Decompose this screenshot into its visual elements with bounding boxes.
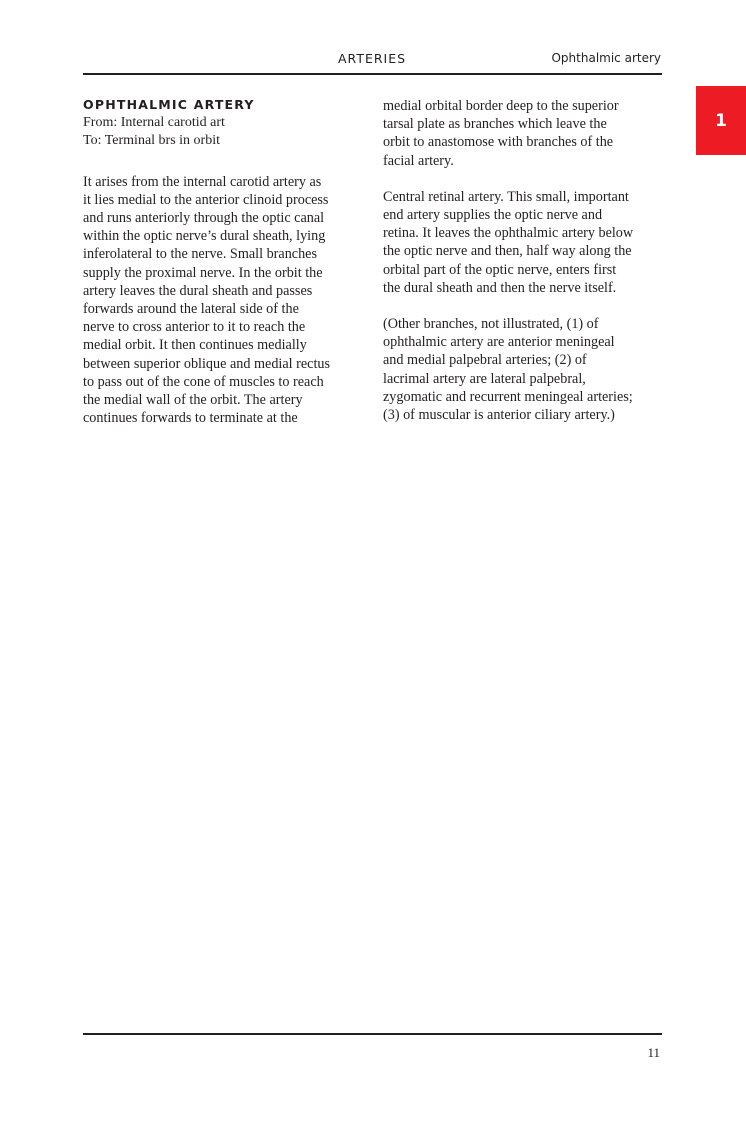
text-line: Central retinal artery. This small, important	[383, 188, 629, 205]
text-line: it lies medial to the anterior clinoid process	[83, 191, 329, 208]
text-line: the dural sheath and then the nerve itself.	[383, 279, 617, 296]
text-line: forwards around the lateral side of the	[83, 301, 299, 318]
text-line: lacrimal artery are lateral palpebral,	[383, 370, 586, 387]
text-line: between superior oblique and medial rectus	[83, 355, 331, 372]
text-line: (Other branches, not illustrated, (1) of	[383, 316, 599, 333]
text-line: continues forwards to terminate at the	[83, 410, 298, 427]
text-line: It arises from the internal carotid artery as	[83, 173, 322, 190]
text-line: zygomatic and recurrent meningeal arteries;	[383, 388, 633, 405]
text-line: the medial wall of the orbit. The artery	[83, 392, 303, 409]
text-line: artery leaves the dural sheath and passes	[83, 282, 313, 299]
text-line: end artery supplies the optic nerve and	[383, 207, 603, 224]
header-rule	[83, 73, 662, 75]
text-line: retina. It leaves the ophthalmic artery below	[383, 225, 634, 242]
text-line: supply the proximal nerve. In the orbit the	[83, 264, 323, 281]
text-line: within the optic nerve’s dural sheath, lying	[83, 228, 326, 245]
footer-rule	[83, 1033, 662, 1035]
text-line: orbital part of the optic nerve, enters first	[383, 261, 617, 278]
entry-from: From: Internal carotid art	[83, 115, 225, 131]
text-line: and runs anteriorly through the optic canal	[83, 210, 325, 227]
page-number: 11	[647, 1045, 660, 1060]
text-line: tarsal plate as branches which leave the	[383, 116, 607, 133]
text-line: medial orbital border deep to the superior	[383, 98, 619, 114]
text-line: inferolateral to the nerve. Small branches	[83, 246, 317, 263]
text-line: the optic nerve and then, half way along the	[383, 243, 632, 260]
paragraph	[383, 188, 673, 297]
entry-to: To: Terminal brs in orbit	[83, 133, 220, 149]
paragraph	[383, 315, 673, 424]
text-line: and medial palpebral arteries; (2) of	[383, 352, 587, 369]
text-line: nerve to cross anterior to it to reach the	[83, 319, 306, 336]
left-column	[83, 96, 373, 427]
text-line: medial orbit. It then continues medially	[83, 337, 307, 354]
running-header-title: Ophthalmic artery	[551, 51, 661, 65]
chapter-tab: 1	[696, 86, 746, 155]
entry-heading: OPHTHALMIC ARTERY	[83, 97, 255, 112]
left-body	[83, 173, 373, 428]
text-line: to pass out of the cone of muscles to reach	[83, 373, 324, 390]
text-line: ophthalmic artery are anterior meningeal	[383, 334, 615, 351]
paragraph	[83, 173, 373, 428]
paragraph	[383, 97, 673, 170]
running-header-section: ARTERIES	[338, 51, 407, 66]
right-column	[383, 97, 673, 424]
text-line: facial artery.	[383, 152, 454, 169]
text-line: (3) of muscular is anterior ciliary artery.)	[383, 407, 615, 424]
text-line: orbit to anastomose with branches of the	[383, 134, 614, 151]
